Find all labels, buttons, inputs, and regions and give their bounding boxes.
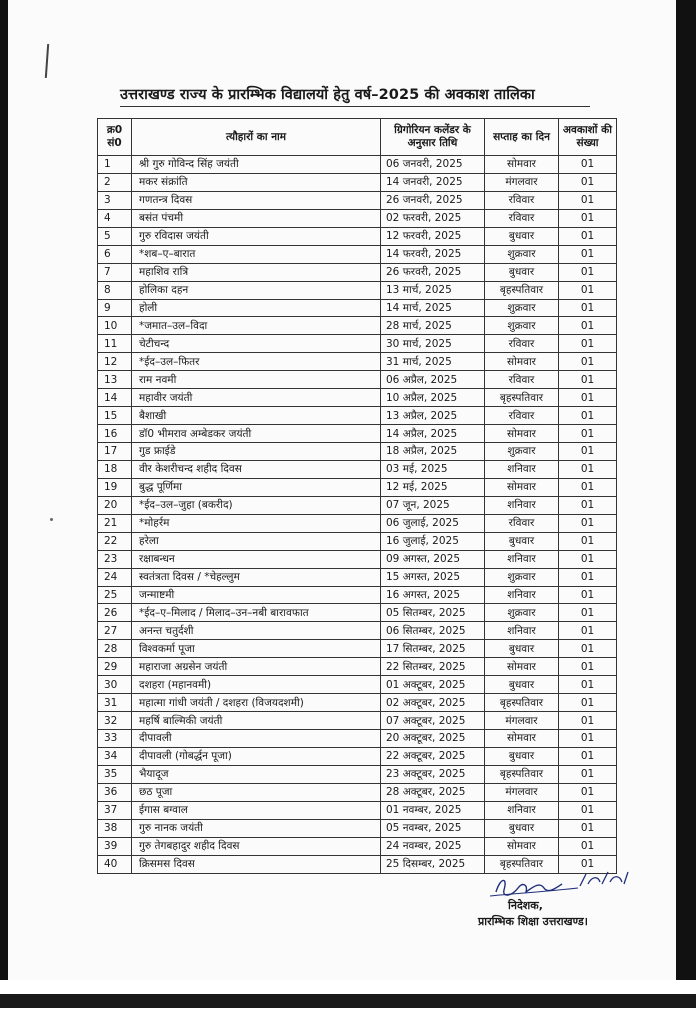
cell-date: 06 जुलाई, 2025 — [381, 514, 485, 532]
cell-festival: ईगास बग्वाल — [132, 801, 381, 819]
cell-serial: 38 — [98, 819, 132, 837]
cell-count: 01 — [559, 855, 617, 873]
cell-weekday: सोमवार — [485, 478, 559, 496]
cell-festival: हरेला — [132, 532, 381, 550]
cell-serial: 8 — [98, 281, 132, 299]
cell-date: 31 मार्च, 2025 — [381, 353, 485, 371]
cell-weekday: बुधवार — [485, 227, 559, 245]
header-festival: त्यौहारों का नाम — [132, 119, 381, 156]
cell-date: 14 जनवरी, 2025 — [381, 173, 485, 191]
cell-date: 23 अक्टूबर, 2025 — [381, 765, 485, 783]
cell-festival: अनन्त चतुर्दशी — [132, 622, 381, 640]
cell-serial: 17 — [98, 443, 132, 461]
cell-count: 01 — [559, 765, 617, 783]
cell-serial: 39 — [98, 837, 132, 855]
cell-weekday: रविवार — [485, 514, 559, 532]
cell-festival: विश्वकर्मा पूजा — [132, 640, 381, 658]
photo-border-bottom — [0, 980, 696, 994]
cell-serial: 2 — [98, 173, 132, 191]
cell-count: 01 — [559, 425, 617, 443]
table-row — [98, 604, 617, 622]
cell-serial: 27 — [98, 622, 132, 640]
cell-date: 20 अक्टूबर, 2025 — [381, 730, 485, 748]
table-row — [98, 460, 617, 478]
cell-date: 05 सितम्बर, 2025 — [381, 604, 485, 622]
cell-count: 01 — [559, 819, 617, 837]
cell-weekday: शनिवार — [485, 801, 559, 819]
table-row — [98, 730, 617, 748]
table-row — [98, 407, 617, 425]
cell-festival: *ईद–उल–फितर — [132, 353, 381, 371]
cell-weekday: शुक्रवार — [485, 604, 559, 622]
table-row — [98, 317, 617, 335]
cell-weekday: बुधवार — [485, 532, 559, 550]
cell-count: 01 — [559, 371, 617, 389]
cell-serial: 33 — [98, 730, 132, 748]
table-row — [98, 783, 617, 801]
cell-count: 01 — [559, 443, 617, 461]
cell-festival: बसंत पंचमी — [132, 209, 381, 227]
cell-count: 01 — [559, 299, 617, 317]
table-row — [98, 227, 617, 245]
table-row — [98, 335, 617, 353]
table-row — [98, 658, 617, 676]
cell-date: 12 मई, 2025 — [381, 478, 485, 496]
table-row — [98, 156, 617, 174]
cell-weekday: बुधवार — [485, 747, 559, 765]
cell-serial: 35 — [98, 765, 132, 783]
cell-weekday: बृहस्पतिवार — [485, 765, 559, 783]
table-row — [98, 586, 617, 604]
cell-count: 01 — [559, 245, 617, 263]
cell-date: 07 अक्टूबर, 2025 — [381, 712, 485, 730]
cell-date: 05 नवम्बर, 2025 — [381, 819, 485, 837]
cell-serial: 40 — [98, 855, 132, 873]
cell-date: 02 अक्टूबर, 2025 — [381, 694, 485, 712]
cell-date: 14 फरवरी, 2025 — [381, 245, 485, 263]
cell-count: 01 — [559, 747, 617, 765]
cell-count: 01 — [559, 801, 617, 819]
cell-date: 26 फरवरी, 2025 — [381, 263, 485, 281]
cell-count: 01 — [559, 837, 617, 855]
cell-count: 01 — [559, 156, 617, 174]
cell-festival: दशहरा (महानवमी) — [132, 676, 381, 694]
cell-date: 24 नवम्बर, 2025 — [381, 837, 485, 855]
header-weekday: सप्ताह का दिन — [485, 119, 559, 156]
cell-festival: महाशिव रात्रि — [132, 263, 381, 281]
cell-count: 01 — [559, 676, 617, 694]
table-row — [98, 209, 617, 227]
cell-weekday: सोमवार — [485, 353, 559, 371]
table-row — [98, 496, 617, 514]
cell-count: 01 — [559, 658, 617, 676]
cell-serial: 14 — [98, 389, 132, 407]
cell-festival: दीपावली — [132, 730, 381, 748]
table-row — [98, 801, 617, 819]
cell-date: 28 अक्टूबर, 2025 — [381, 783, 485, 801]
cell-festival: बुद्ध पूर्णिमा — [132, 478, 381, 496]
cell-date: 28 मार्च, 2025 — [381, 317, 485, 335]
cell-date: 30 मार्च, 2025 — [381, 335, 485, 353]
cell-weekday: बृहस्पतिवार — [485, 855, 559, 873]
cell-date: 06 सितम्बर, 2025 — [381, 622, 485, 640]
cell-weekday: मंगलवार — [485, 712, 559, 730]
table-body — [98, 156, 617, 874]
cell-serial: 36 — [98, 783, 132, 801]
cell-date: 14 अप्रैल, 2025 — [381, 425, 485, 443]
table-row — [98, 389, 617, 407]
cell-festival: होली — [132, 299, 381, 317]
cell-festival: गुड फ्राईडे — [132, 443, 381, 461]
cell-weekday: सोमवार — [485, 730, 559, 748]
cell-serial: 12 — [98, 353, 132, 371]
table-row — [98, 640, 617, 658]
cell-weekday: शनिवार — [485, 460, 559, 478]
cell-count: 01 — [559, 694, 617, 712]
cell-date: 13 मार्च, 2025 — [381, 281, 485, 299]
cell-date: 09 अगस्त, 2025 — [381, 550, 485, 568]
cell-weekday: शुक्रवार — [485, 299, 559, 317]
table-row — [98, 281, 617, 299]
cell-count: 01 — [559, 730, 617, 748]
cell-count: 01 — [559, 604, 617, 622]
cell-weekday: सोमवार — [485, 837, 559, 855]
cell-date: 07 जून, 2025 — [381, 496, 485, 514]
header-date: ग्रिगोरियन कलेंडर के अनुसार तिथि — [381, 119, 485, 156]
cell-serial: 23 — [98, 550, 132, 568]
cell-serial: 22 — [98, 532, 132, 550]
cell-date: 16 जुलाई, 2025 — [381, 532, 485, 550]
cell-serial: 6 — [98, 245, 132, 263]
cell-count: 01 — [559, 227, 617, 245]
cell-serial: 9 — [98, 299, 132, 317]
cell-festival: श्री गुरु गोविन्द सिंह जयंती — [132, 156, 381, 174]
cell-festival: *मोहर्रम — [132, 514, 381, 532]
cell-serial: 4 — [98, 209, 132, 227]
cell-weekday: शनिवार — [485, 622, 559, 640]
cell-count: 01 — [559, 640, 617, 658]
cell-weekday: बुधवार — [485, 640, 559, 658]
photo-border-right — [676, 0, 696, 980]
cell-serial: 5 — [98, 227, 132, 245]
cell-count: 01 — [559, 353, 617, 371]
cell-date: 06 जनवरी, 2025 — [381, 156, 485, 174]
cell-weekday: रविवार — [485, 335, 559, 353]
cell-festival: गुरु तेगबहादुर शहीद दिवस — [132, 837, 381, 855]
cell-serial: 32 — [98, 712, 132, 730]
cell-date: 17 सितम्बर, 2025 — [381, 640, 485, 658]
cell-serial: 7 — [98, 263, 132, 281]
cell-festival: चेटीचन्द — [132, 335, 381, 353]
cell-date: 16 अगस्त, 2025 — [381, 586, 485, 604]
cell-festival: महावीर जयंती — [132, 389, 381, 407]
cell-date: 03 मई, 2025 — [381, 460, 485, 478]
table-row — [98, 694, 617, 712]
cell-serial: 3 — [98, 191, 132, 209]
table-row — [98, 191, 617, 209]
cell-festival: गुरु रविदास जयंती — [132, 227, 381, 245]
cell-count: 01 — [559, 281, 617, 299]
cell-count: 01 — [559, 622, 617, 640]
cell-date: 10 अप्रैल, 2025 — [381, 389, 485, 407]
cell-weekday: शुक्रवार — [485, 317, 559, 335]
table-row — [98, 712, 617, 730]
cell-count: 01 — [559, 568, 617, 586]
cell-date: 13 अप्रैल, 2025 — [381, 407, 485, 425]
cell-serial: 28 — [98, 640, 132, 658]
cell-date: 15 अगस्त, 2025 — [381, 568, 485, 586]
table-row — [98, 819, 617, 837]
cell-serial: 18 — [98, 460, 132, 478]
signatory-designation: निदेशक, — [508, 899, 543, 912]
cell-weekday: बृहस्पतिवार — [485, 389, 559, 407]
table-row — [98, 173, 617, 191]
cell-count: 01 — [559, 173, 617, 191]
cell-count: 01 — [559, 460, 617, 478]
cell-weekday: रविवार — [485, 407, 559, 425]
photo-border-tail — [0, 1008, 696, 1022]
table-header-row — [98, 119, 617, 156]
cell-festival: स्वतंत्रता दिवस / *चेहल्लुम — [132, 568, 381, 586]
cell-serial: 34 — [98, 747, 132, 765]
table-row — [98, 550, 617, 568]
table-row — [98, 676, 617, 694]
cell-count: 01 — [559, 478, 617, 496]
cell-serial: 31 — [98, 694, 132, 712]
cell-count: 01 — [559, 712, 617, 730]
cell-serial: 15 — [98, 407, 132, 425]
cell-weekday: मंगलवार — [485, 173, 559, 191]
cell-date: 02 फरवरी, 2025 — [381, 209, 485, 227]
cell-date: 22 सितम्बर, 2025 — [381, 658, 485, 676]
cell-weekday: शनिवार — [485, 586, 559, 604]
cell-serial: 21 — [98, 514, 132, 532]
cell-serial: 16 — [98, 425, 132, 443]
header-count: अवकाशों की संख्या — [559, 119, 617, 156]
cell-date: 01 नवम्बर, 2025 — [381, 801, 485, 819]
header-serial: क्र0 सं0 — [98, 119, 132, 156]
cell-festival: *ईद–उल–जुहा (बकरीद) — [132, 496, 381, 514]
cell-festival: क्रिसमस दिवस — [132, 855, 381, 873]
table-row — [98, 622, 617, 640]
table-row — [98, 245, 617, 263]
cell-weekday: मंगलवार — [485, 783, 559, 801]
cell-count: 01 — [559, 263, 617, 281]
cell-weekday: सोमवार — [485, 156, 559, 174]
cell-serial: 37 — [98, 801, 132, 819]
cell-count: 01 — [559, 550, 617, 568]
table-row — [98, 747, 617, 765]
table-row — [98, 425, 617, 443]
cell-count: 01 — [559, 335, 617, 353]
cell-weekday: बुधवार — [485, 263, 559, 281]
cell-serial: 30 — [98, 676, 132, 694]
cell-weekday: शुक्रवार — [485, 443, 559, 461]
cell-festival: छठ पूजा — [132, 783, 381, 801]
cell-festival: डॉ0 भीमराव अम्बेडकर जयंती — [132, 425, 381, 443]
table-row — [98, 443, 617, 461]
cell-serial: 13 — [98, 371, 132, 389]
cell-weekday: रविवार — [485, 191, 559, 209]
cell-count: 01 — [559, 209, 617, 227]
table-row — [98, 837, 617, 855]
cell-count: 01 — [559, 496, 617, 514]
cell-weekday: रविवार — [485, 209, 559, 227]
cell-count: 01 — [559, 191, 617, 209]
cell-festival: बैशाखी — [132, 407, 381, 425]
cell-weekday: बुधवार — [485, 819, 559, 837]
table-row — [98, 263, 617, 281]
cell-date: 26 जनवरी, 2025 — [381, 191, 485, 209]
cell-festival: महर्षि बाल्मिकी जयंती — [132, 712, 381, 730]
cell-serial: 10 — [98, 317, 132, 335]
cell-date: 06 अप्रैल, 2025 — [381, 371, 485, 389]
cell-serial: 29 — [98, 658, 132, 676]
cell-count: 01 — [559, 389, 617, 407]
cell-count: 01 — [559, 586, 617, 604]
cell-count: 01 — [559, 532, 617, 550]
cell-serial: 1 — [98, 156, 132, 174]
cell-date: 14 मार्च, 2025 — [381, 299, 485, 317]
cell-weekday: सोमवार — [485, 658, 559, 676]
cell-weekday: बृहस्पतिवार — [485, 694, 559, 712]
table-row — [98, 568, 617, 586]
cell-date: 01 अक्टूबर, 2025 — [381, 676, 485, 694]
cell-weekday: शुक्रवार — [485, 245, 559, 263]
cell-festival: गणतन्त्र दिवस — [132, 191, 381, 209]
cell-festival: जन्माष्टमी — [132, 586, 381, 604]
cell-weekday: शनिवार — [485, 550, 559, 568]
cell-weekday: शनिवार — [485, 496, 559, 514]
table-row — [98, 532, 617, 550]
cell-festival: *जमात–उल–विदा — [132, 317, 381, 335]
cell-date: 25 दिसम्बर, 2025 — [381, 855, 485, 873]
table-row — [98, 514, 617, 532]
cell-serial: 26 — [98, 604, 132, 622]
ink-dot-mark — [50, 518, 53, 521]
table-row — [98, 765, 617, 783]
cell-date: 18 अप्रैल, 2025 — [381, 443, 485, 461]
cell-serial: 11 — [98, 335, 132, 353]
cell-festival: महात्मा गांधी जयंती / दशहरा (विजयदशमी) — [132, 694, 381, 712]
cell-count: 01 — [559, 407, 617, 425]
cell-weekday: सोमवार — [485, 425, 559, 443]
cell-festival: होलिका दहन — [132, 281, 381, 299]
cell-festival: राम नवमी — [132, 371, 381, 389]
document-title: उत्तराखण्ड राज्य के प्रारम्भिक विद्यालयों हेतु वर्ष–2025 की अवकाश तालिका — [120, 84, 590, 107]
cell-festival: भैयादूज — [132, 765, 381, 783]
photo-border-left — [0, 0, 8, 980]
signature-scribble — [482, 866, 632, 906]
cell-festival: रक्षाबन्धन — [132, 550, 381, 568]
cell-weekday: रविवार — [485, 371, 559, 389]
cell-weekday: बुधवार — [485, 676, 559, 694]
photo-border-bar — [0, 994, 696, 1008]
cell-serial: 19 — [98, 478, 132, 496]
signatory-department: प्रारम्भिक शिक्षा उत्तराखण्ड। — [478, 915, 588, 928]
cell-serial: 25 — [98, 586, 132, 604]
cell-serial: 24 — [98, 568, 132, 586]
cell-festival: *ईद–ए–मिलाद / मिलाद–उन–नबी बारावफात — [132, 604, 381, 622]
cell-date: 12 फरवरी, 2025 — [381, 227, 485, 245]
cell-count: 01 — [559, 514, 617, 532]
cell-date: 22 अक्टूबर, 2025 — [381, 747, 485, 765]
cell-count: 01 — [559, 317, 617, 335]
table-row — [98, 478, 617, 496]
cell-weekday: बृहस्पतिवार — [485, 281, 559, 299]
cell-festival: गुरु नानक जयंती — [132, 819, 381, 837]
cell-festival: वीर केशरीचन्द शहीद दिवस — [132, 460, 381, 478]
cell-serial: 20 — [98, 496, 132, 514]
table-row — [98, 299, 617, 317]
cell-festival: *शब–ए–बारात — [132, 245, 381, 263]
cell-festival: मकर संक्रांति — [132, 173, 381, 191]
cell-weekday: शुक्रवार — [485, 568, 559, 586]
table-row — [98, 353, 617, 371]
table-row — [98, 371, 617, 389]
cell-festival: दीपावली (गोबर्द्धन पूजा) — [132, 747, 381, 765]
cell-festival: महाराजा अग्रसेन जयंती — [132, 658, 381, 676]
holiday-table — [97, 118, 617, 874]
cell-count: 01 — [559, 783, 617, 801]
